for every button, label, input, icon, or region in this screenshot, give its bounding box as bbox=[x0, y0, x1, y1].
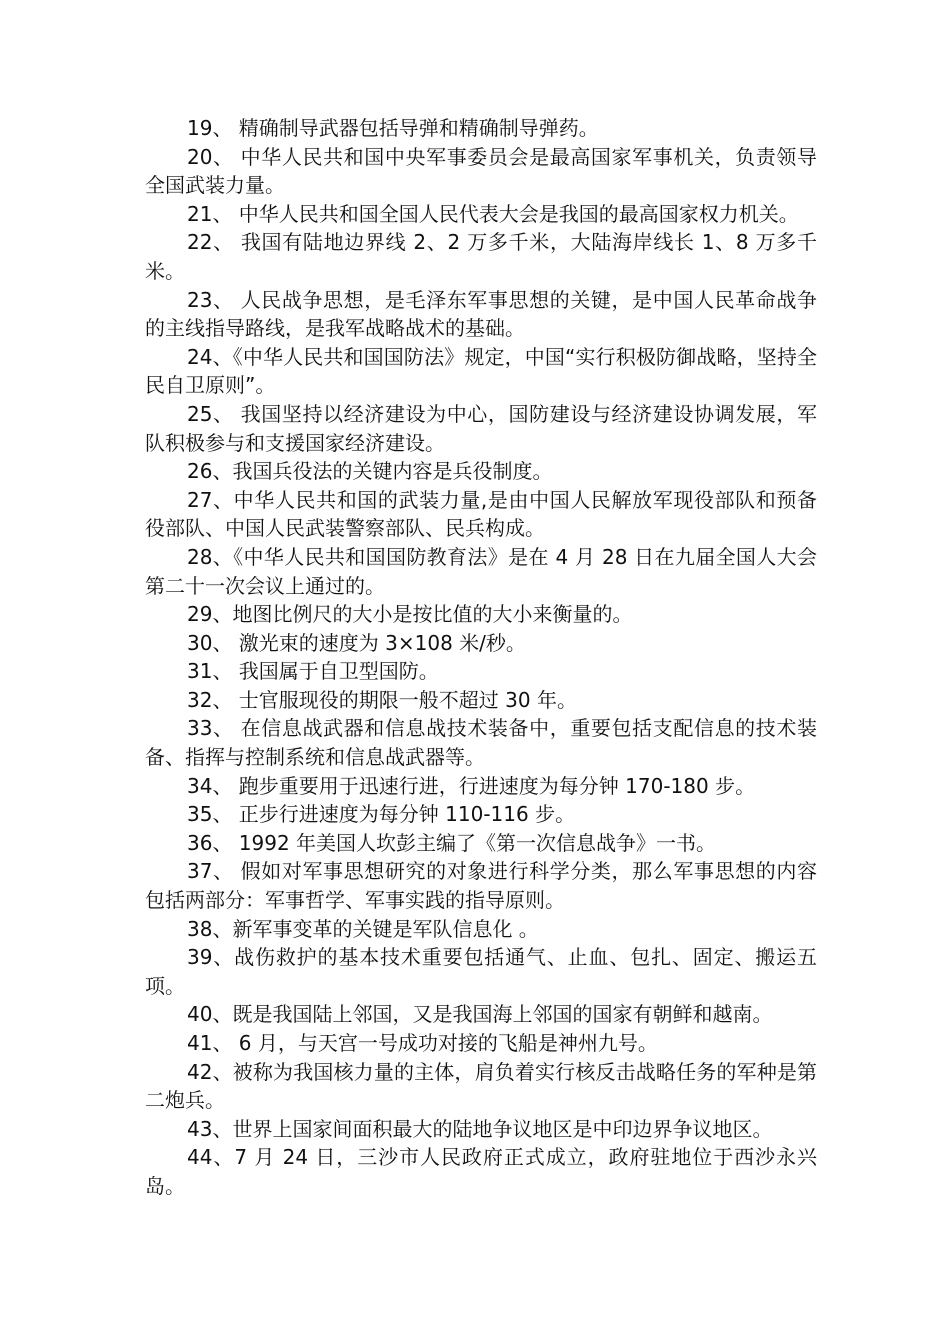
document-body bbox=[145, 114, 817, 1201]
paragraph-33: 33、 在信息战武器和信息战技术装备中，重要包括支配信息的技术装备、指挥与控制系统和信息战武器等。 bbox=[145, 716, 817, 770]
paragraph-25: 25、 我国坚持以经济建设为中心，国防建设与经济建设协调发展，军队积极参与和支援国家经济建设。 bbox=[145, 401, 817, 455]
paragraph-22: 22、 我国有陆地边界线 2、2 万多千米，大陆海岸线长 1、8 万多千米。 bbox=[145, 230, 817, 283]
paragraph-38: 38、新军事变革的关键是军队信息化 。 bbox=[187, 916, 539, 941]
paragraph-30: 30、 激光束的速度为 3×108 米/秒。 bbox=[187, 630, 526, 655]
paragraph-31: 31、 我国属于自卫型国防。 bbox=[187, 659, 439, 684]
paragraph-26: 26、我国兵役法的关键内容是兵役制度。 bbox=[187, 459, 553, 484]
paragraph-19: 19、 精确制导武器包括导弹和精确制导弹药。 bbox=[187, 116, 599, 140]
paragraph-28: 28、《中华人民共和国国防教育法》是在 4 月 28 日在九届全国人大会第二十一次会议上通过的。 bbox=[145, 544, 817, 598]
paragraph-44: 44、7 月 24 日，三沙市人民政府正式成立，政府驻地位于西沙永兴岛。 bbox=[145, 1145, 817, 1198]
paragraph-21: 21、 中华人民共和国全国人民代表大会是我国的最高国家权力机关。 bbox=[187, 201, 799, 226]
paragraph-36: 36、 1992 年美国人坎彭主编了《第一次信息战争》一书。 bbox=[187, 830, 717, 855]
paragraph-24: 24、《中华人民共和国国防法》规定，中国“实行积极防御战略，坚持全民自卫原则”。 bbox=[145, 344, 817, 398]
paragraph-27: 27、中华人民共和国的武装力量,是由中国人民解放军现役部队和预备役部队、中国人民武装警察部队、民兵构成。 bbox=[145, 487, 817, 541]
paragraph-35: 35、 正步行进速度为每分钟 110-116 步。 bbox=[187, 802, 576, 827]
paragraph-43: 43、世界上国家间面积最大的陆地争议地区是中印边界争议地区。 bbox=[187, 1116, 773, 1141]
paragraph-34: 34、 跑步重要用于迅速行进，行进速度为每分钟 170-180 步。 bbox=[187, 773, 756, 798]
paragraph-23: 23、 人民战争思想，是毛泽东军事思想的关键，是中国人民革命战争的主线指导路线，是我军战略战术的基础。 bbox=[145, 287, 817, 341]
paragraph-41: 41、 6 月，与天宫一号成功对接的飞船是神州九号。 bbox=[187, 1031, 658, 1055]
paragraph-20: 20、 中华人民共和国中央军事委员会是最高国家军事机关，负责领导全国武装力量。 bbox=[145, 144, 817, 198]
paragraph-37: 37、 假如对军事思想研究的对象进行科学分类，那么军事思想的内容包括两部分：军事哲学、军事实践的指导原则。 bbox=[145, 859, 817, 913]
paragraph-40: 40、既是我国陆上邻国，又是我国海上邻国的国家有朝鲜和越南。 bbox=[187, 1002, 773, 1027]
paragraph-32: 32、 士官服现役的期限一般不超过 30 年。 bbox=[187, 687, 577, 712]
paragraph-39: 39、战伤救护的基本技术重要包括通气、止血、包扎、固定、搬运五项。 bbox=[145, 945, 817, 998]
paragraph-42: 42、被称为我国核力量的主体，肩负着实行核反击战略任务的军种是第二炮兵。 bbox=[145, 1059, 817, 1113]
paragraph-29: 29、地图比例尺的大小是按比值的大小来衡量的。 bbox=[187, 602, 633, 627]
